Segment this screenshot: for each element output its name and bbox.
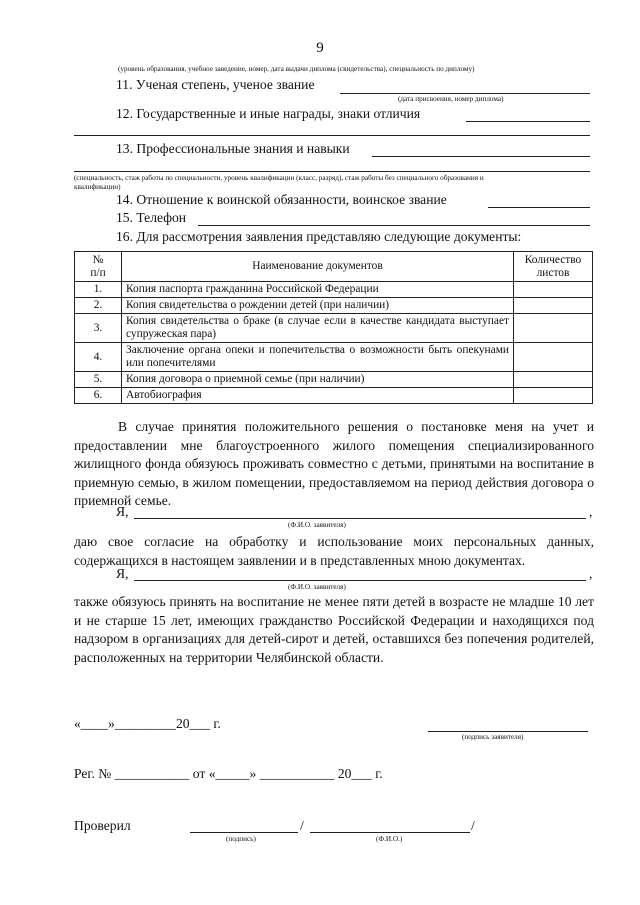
consent-paragraph: даю свое согласие на обработку и использование моих персональных данных, содержащихся в настоящем заявлении и в представленных мною документах. — [74, 534, 594, 568]
row-doc-name: Копия свидетельства о рождении детей (при наличии) — [122, 298, 514, 314]
item-13-field[interactable] — [372, 156, 590, 157]
col-name-header: Наименование документов — [122, 252, 514, 282]
specialty-caption-line2: квалификации) — [74, 183, 121, 191]
row-count-cell[interactable] — [514, 298, 593, 314]
education-caption: (уровень образования, учебное заведение, номер, дата выдачи диплома (свидетельства), специальность по диплому) — [118, 65, 475, 73]
table-row — [75, 343, 593, 372]
checker-fio-caption: (Ф.И.О.) — [376, 835, 403, 843]
slash-2: / — [471, 818, 475, 833]
item-12-field-line2[interactable] — [74, 135, 590, 136]
item-11-field[interactable] — [340, 93, 590, 94]
item-15-field[interactable] — [198, 225, 590, 226]
row-count-cell[interactable] — [514, 282, 593, 298]
fio-caption-1: (Ф.И.О. заявителя) — [288, 521, 346, 529]
obligation-text: В случае принятия положительного решения о постановке меня на учет и предоставлении мне благоустроенного жилого помещения специализированного жилищного фонда обязуюсь проживать совместно с детьми, принятыми на воспитание в приемную семью, в жилом помещении, предоставляемом на период действия договора о приемной семье. — [74, 419, 594, 509]
obligation-paragraph — [74, 418, 594, 511]
checker-signature-field[interactable] — [190, 832, 298, 833]
col-num-header-line2: п/п — [90, 266, 106, 279]
row-count-cell[interactable] — [514, 388, 593, 404]
row-doc-name: Автобиография — [122, 388, 514, 404]
fio-caption-2: (Ф.И.О. заявителя) — [288, 583, 346, 591]
col-count-header-line2: листов — [536, 266, 570, 279]
checker-name-field[interactable] — [310, 832, 470, 833]
table-row — [75, 372, 593, 388]
row-doc-name: Копия паспорта гражданина Российской Федерации — [122, 282, 514, 298]
checker-signature-caption: (подпись) — [226, 835, 256, 843]
applicant-signature-field[interactable] — [428, 731, 588, 732]
ya-label-1: Я, — [116, 504, 129, 519]
commitment-paragraph: также обязуюсь принять на воспитание не менее пяти детей в возрасте не младше 10 лет и не старше 15 лет, имеющих гражданство Российской Федерации и находящихся под надзором в организациях для детей-сирот и детей, оставшихся без попечения родителей, расположенных на территории Челябинской области. — [74, 594, 594, 665]
documents-table — [74, 251, 593, 404]
row-num: 6. — [75, 388, 122, 404]
signature-caption: (подпись заявителя) — [462, 733, 524, 741]
col-count-header — [514, 252, 593, 282]
row-num: 2. — [75, 298, 122, 314]
col-num-header-line1: № — [92, 253, 104, 266]
table-row — [75, 298, 593, 314]
row-count-cell[interactable] — [514, 372, 593, 388]
item-11-caption: (дата присвоения, номер диплома) — [398, 95, 504, 103]
row-num: 5. — [75, 372, 122, 388]
item-11-label: 11. Ученая степень, ученое звание — [116, 77, 315, 92]
row-doc-name: Копия свидетельства о браке (в случае если в качестве кандидата выступает супружеская пара) — [122, 314, 514, 343]
item-14-field[interactable] — [488, 207, 590, 208]
row-count-cell[interactable] — [514, 343, 593, 372]
row-num: 4. — [75, 343, 122, 372]
applicant-name-field-1[interactable] — [134, 518, 586, 519]
table-row — [75, 388, 593, 404]
page-number: 9 — [316, 40, 324, 56]
registration-line[interactable]: Рег. № ___________ от «_____» ___________ 20___ г. — [74, 766, 383, 781]
comma-1: , — [589, 504, 593, 519]
col-count-header-line1: Количество — [524, 253, 582, 266]
item-15-label: 15. Телефон — [116, 210, 187, 225]
date-line[interactable]: «____»_________20___ г. — [74, 716, 221, 731]
item-14-label: 14. Отношение к воинской обязанности, воинское звание — [116, 192, 447, 207]
item-16-label: 16. Для рассмотрения заявления представляю следующие документы: — [116, 229, 522, 244]
row-doc-name: Копия договора о приемной семье (при наличии) — [122, 372, 514, 388]
table-header-row — [75, 252, 593, 282]
ya-label-2: Я, — [116, 566, 129, 581]
col-num-header — [75, 252, 122, 282]
table-row — [75, 314, 593, 343]
comma-2: , — [589, 566, 593, 581]
applicant-name-field-2[interactable] — [134, 580, 586, 581]
item-13-label: 13. Профессиональные знания и навыки — [116, 141, 350, 156]
row-count-cell[interactable] — [514, 314, 593, 343]
row-num: 3. — [75, 314, 122, 343]
slash-1: / — [300, 818, 304, 833]
specialty-caption-line1: (специальность, стаж работы по специальности, уровень квалификации (класс, разряд), стаж работы без специального образования и — [74, 174, 484, 182]
item-12-label: 12. Государственные и иные награды, знаки отличия — [116, 106, 421, 121]
table-row — [75, 282, 593, 298]
checked-label: Проверил — [74, 818, 131, 833]
row-num: 1. — [75, 282, 122, 298]
item-13-field-line2[interactable] — [74, 171, 590, 172]
row-doc-name: Заключение органа опеки и попечительства о возможности быть опекунами или попечителями — [122, 343, 514, 372]
item-12-field[interactable] — [466, 121, 590, 122]
